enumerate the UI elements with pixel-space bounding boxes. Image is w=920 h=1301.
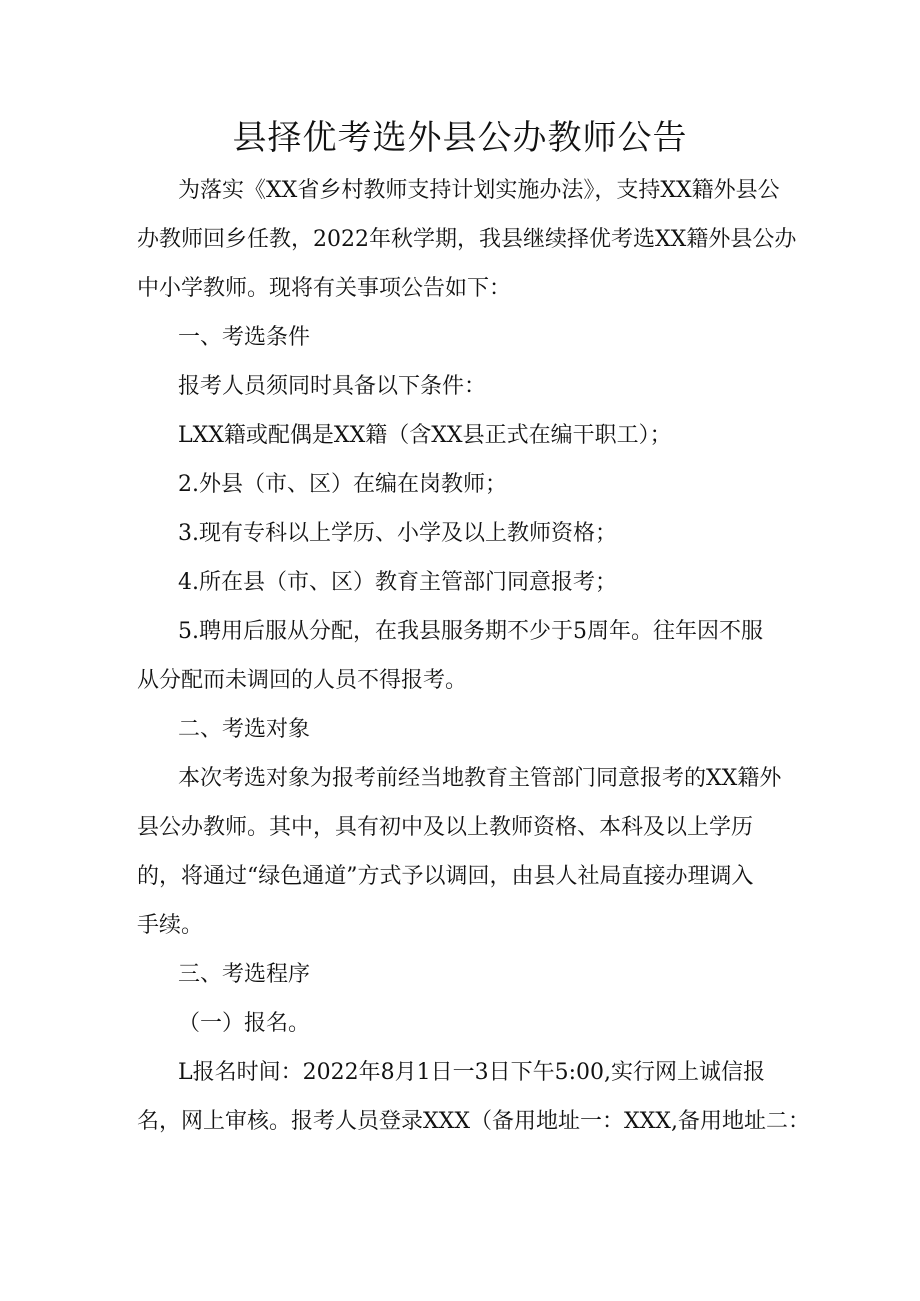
paragraph-line: 中小学教师。现将有关事项公告如下：: [137, 276, 512, 301]
paragraph-line: 报考人员须同时具备以下条件：: [178, 374, 487, 399]
section-heading: 三、考选程序: [178, 962, 311, 987]
section-heading: 二、考选对象: [178, 717, 311, 742]
paragraph-line: 从分配而未调回的人员不得报考。: [137, 668, 468, 693]
subsection-heading: （一）报名。: [178, 1011, 311, 1036]
list-item: 3.现有专科以上学历、小学及以上教师资格；: [178, 521, 617, 546]
document-title: 县择优考选外县公办教师公告: [232, 118, 688, 158]
list-item: 5.聘用后服从分配，在我县服务期不少于5周年。往年因不服: [178, 619, 763, 644]
paragraph-line: 县公办教师。其中，具有初中及以上教师资格、本科及以上学历: [137, 815, 754, 840]
list-item: 2.外县（市、区）在编在岗教师；: [178, 472, 507, 497]
paragraph-line: 名，网上审核。报考人员登录XXX（备用地址一：XXX,备用地址二：: [137, 1109, 810, 1134]
list-item: LXX籍或配偶是XX籍（含XX县正式在编干职工）；: [178, 423, 672, 448]
paragraph-line: 办教师回乡任教，2022年秋学期，我县继续择优考选XX籍外县公办: [137, 227, 797, 252]
paragraph-line: 本次考选对象为报考前经当地教育主管部门同意报考的XX籍外: [178, 766, 782, 791]
section-heading: 一、考选条件: [178, 325, 311, 350]
paragraph-line: 手续。: [137, 913, 204, 938]
paragraph-line: 的，将通过“绿色通道”方式予以调回，由县人社局直接办理调入: [137, 864, 754, 889]
paragraph-line: L报名时间：2022年8月1日一3日下午5:00,实行网上诚信报: [178, 1060, 765, 1085]
list-item: 4.所在县（市、区）教育主管部门同意报考；: [178, 570, 617, 595]
paragraph-line: 为落实《XX省乡村教师支持计划实施办法》，支持XX籍外县公: [178, 178, 780, 203]
